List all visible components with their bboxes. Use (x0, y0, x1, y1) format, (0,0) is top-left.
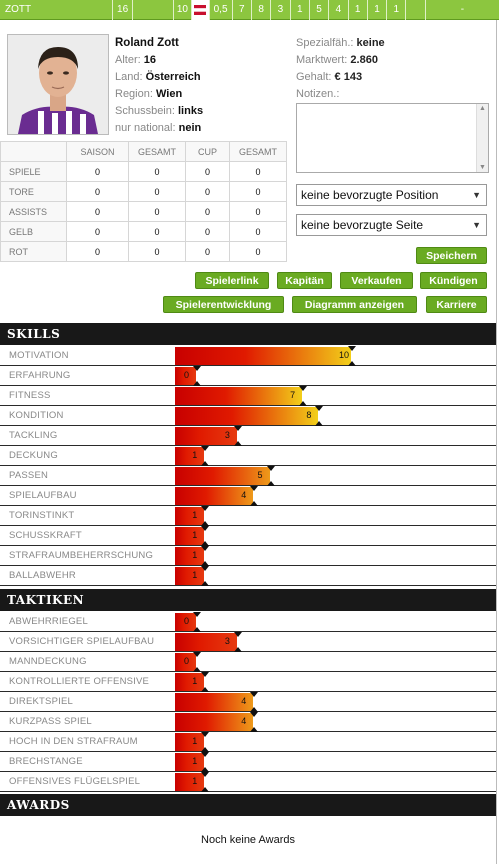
tactic-row (0, 632, 496, 652)
tactic-row (0, 772, 496, 792)
row-label: TACKLING (9, 430, 58, 441)
row-label: VORSICHTIGER SPIELAUFBAU (9, 636, 155, 647)
captain-button[interactable]: Kapitän (277, 272, 332, 289)
skill-row (0, 366, 496, 386)
column-header: CUP (186, 142, 230, 162)
value-label: 3 (224, 636, 230, 646)
side-select-value: keine bevorzugte Seite (301, 218, 424, 232)
value-label: 1 (192, 676, 198, 686)
table-row (1, 162, 287, 182)
bar-end-marker (193, 366, 201, 371)
stats-header-row (1, 142, 287, 162)
save-button[interactable]: Speichern (416, 247, 487, 264)
bar-end-marker (234, 632, 242, 637)
salary-value: € 143 (334, 71, 363, 83)
player-photo (7, 34, 109, 135)
national-value: nein (178, 122, 202, 134)
stats-table (0, 141, 287, 262)
skill-row (0, 566, 496, 586)
value-label: 1 (192, 510, 198, 520)
column-header: GESAMT (129, 142, 186, 162)
strip-cell (406, 0, 425, 20)
row-label: KURZPASS SPIEL (9, 716, 92, 727)
value-bar (175, 673, 204, 691)
bar-end-marker (193, 612, 201, 617)
age-label: Alter: (115, 54, 141, 66)
value-label: 4 (241, 696, 247, 706)
bar-end-marker (250, 712, 258, 717)
strip-cell: 10 (174, 0, 192, 20)
row-header: SPIELE (1, 162, 67, 182)
skill-row (0, 526, 496, 546)
row-header: GELB (1, 222, 67, 242)
notes-textarea[interactable] (296, 103, 489, 173)
bar-end-marker (201, 672, 209, 677)
special-label: Spezialfäh.: (296, 37, 354, 49)
value-bar (175, 733, 204, 751)
row-label: ABWEHRRIEGEL (9, 616, 88, 627)
table-row (1, 222, 287, 242)
row-label: KONTROLLIERTE OFFENSIVE (9, 676, 150, 687)
bar-end-marker (201, 772, 209, 777)
value-bar (175, 547, 204, 565)
table-row (1, 182, 287, 202)
value-label: 0 (184, 656, 190, 666)
row-label: SCHUSSKRAFT (9, 530, 82, 541)
row-label: MOTIVATION (9, 350, 69, 361)
market-label: Marktwert: (296, 54, 348, 66)
strip-cell: 1 (291, 0, 310, 20)
value-label: 7 (290, 390, 296, 400)
strip-cell: 1 (349, 0, 368, 20)
tactic-row (0, 732, 496, 752)
fire-button[interactable]: Kündigen (420, 272, 487, 289)
tactic-row (0, 672, 496, 692)
tactics-header: TAKTIKEN (0, 589, 496, 611)
skill-row (0, 546, 496, 566)
row-label: BALLABWEHR (9, 570, 76, 581)
flag-icon (192, 0, 209, 20)
table-cell: 0 (67, 222, 129, 242)
row-header: ROT (1, 242, 67, 262)
notes-scrollbar[interactable] (476, 104, 488, 172)
tactic-row (0, 612, 496, 632)
awards-empty-text: Noch keine Awards (201, 834, 295, 846)
value-label: 3 (224, 430, 230, 440)
scroll-down-icon[interactable]: ▼ (479, 164, 486, 171)
bar-end-marker (348, 346, 356, 351)
table-cell: 0 (129, 242, 186, 262)
row-header: TORE (1, 182, 67, 202)
chevron-down-icon[interactable]: ▼ (472, 220, 481, 230)
bar-end-marker (250, 692, 258, 697)
value-label: 8 (306, 410, 312, 420)
national-label: nur national: (115, 122, 176, 134)
strip-cell: 8 (252, 0, 271, 20)
bar-end-marker (250, 486, 258, 491)
table-cell: 0 (186, 222, 230, 242)
row-label: SPIELAUFBAU (9, 490, 77, 501)
region-value: Wien (155, 88, 183, 100)
value-bar (175, 347, 351, 365)
awards-header: AWARDS (0, 794, 496, 816)
row-label: TORINSTINKT (9, 510, 75, 521)
value-bar (175, 567, 204, 585)
region-label: Region: (115, 88, 153, 100)
strip-cell: 16 (113, 0, 133, 20)
bar-end-marker (201, 526, 209, 531)
row-header: ASSISTS (1, 202, 67, 222)
skill-row (0, 386, 496, 406)
value-label: 1 (192, 550, 198, 560)
bar-end-marker (267, 466, 275, 471)
tactic-row (0, 652, 496, 672)
bar-end-marker (201, 581, 209, 586)
sell-button[interactable]: Verkaufen (340, 272, 413, 289)
strip-cell: 4 (329, 0, 348, 20)
development-button[interactable]: Spielerentwicklung (163, 296, 284, 313)
special-value: keine (356, 37, 385, 49)
skill-row (0, 486, 496, 506)
value-label: 4 (241, 716, 247, 726)
table-cell: 0 (186, 162, 230, 182)
foot-label: Schussbein: (115, 105, 175, 117)
value-bar (175, 527, 204, 545)
position-select-value: keine bevorzugte Position (301, 188, 439, 202)
position-select[interactable] (296, 184, 487, 206)
value-bar (175, 387, 302, 405)
market-value: 2.860 (350, 54, 378, 66)
tactic-row (0, 692, 496, 712)
diagram-button[interactable]: Diagramm anzeigen (292, 296, 417, 313)
table-cell: 0 (129, 162, 186, 182)
age-value: 16 (143, 54, 156, 66)
table-cell: 0 (67, 182, 129, 202)
bar-end-marker (201, 546, 209, 551)
chevron-down-icon[interactable]: ▼ (472, 190, 481, 200)
table-cell: 0 (230, 242, 287, 262)
skill-row (0, 406, 496, 426)
value-label: 1 (192, 736, 198, 746)
column-header: SAISON (67, 142, 129, 162)
strip-player-name[interactable]: ZOTT (0, 0, 113, 20)
value-label: 5 (257, 470, 263, 480)
salary-label: Gehalt: (296, 71, 332, 83)
bar-end-marker (234, 426, 242, 431)
value-bar (175, 447, 204, 465)
value-bar (175, 507, 204, 525)
table-cell: 0 (129, 222, 186, 242)
table-cell: 0 (67, 242, 129, 262)
table-cell: 0 (186, 182, 230, 202)
row-label: MANNDECKUNG (9, 656, 87, 667)
value-bar (175, 773, 204, 791)
table-cell: 0 (230, 202, 287, 222)
bar-end-marker (315, 406, 323, 411)
value-label: 0 (184, 616, 190, 626)
bar-end-marker (193, 652, 201, 657)
player-summary-strip (0, 0, 499, 20)
player-finance-info (296, 35, 385, 103)
strip-cell: - (460, 4, 465, 15)
table-cell: 0 (67, 162, 129, 182)
value-label: 10 (339, 350, 350, 360)
stats-corner (1, 142, 67, 162)
bar-end-marker (201, 787, 209, 792)
country-label: Land: (115, 71, 143, 83)
value-label: 1 (192, 776, 198, 786)
strip-cell: 1 (368, 0, 387, 20)
table-cell: 0 (186, 202, 230, 222)
strip-cell: 1 (387, 0, 406, 20)
bar-end-marker (201, 732, 209, 737)
playerlink-button[interactable]: Spielerlink (195, 272, 269, 289)
value-label: 1 (192, 570, 198, 580)
scroll-up-icon[interactable]: ▲ (479, 105, 486, 112)
table-cell: 0 (230, 222, 287, 242)
value-label: 1 (192, 450, 198, 460)
bar-end-marker (201, 566, 209, 571)
strip-cell (133, 0, 174, 20)
skill-row (0, 426, 496, 446)
value-label: 1 (192, 756, 198, 766)
player-info (115, 35, 203, 137)
column-header: GESAMT (230, 142, 287, 162)
bar-end-marker (201, 446, 209, 451)
value-label: 1 (192, 530, 198, 540)
row-label: PASSEN (9, 470, 49, 481)
value-label: 0 (184, 370, 190, 380)
row-label: FITNESS (9, 390, 51, 401)
skills-header: SKILLS (0, 323, 496, 345)
tactic-row (0, 712, 496, 732)
bar-end-marker (299, 386, 307, 391)
foot-value: links (178, 105, 204, 117)
table-cell: 0 (230, 182, 287, 202)
row-label: STRAFRAUMBEHERRSCHUNG (9, 550, 154, 561)
table-row (1, 202, 287, 222)
table-cell: 0 (67, 202, 129, 222)
skill-row (0, 346, 496, 366)
row-label: ERFAHRUNG (9, 370, 71, 381)
row-label: OFFENSIVES FLÜGELSPIEL (9, 776, 141, 787)
strip-cell: 5 (310, 0, 329, 20)
strip-cell: 0,5 (210, 0, 233, 20)
value-bar (175, 467, 270, 485)
notes-label: Notizen.: (296, 88, 340, 100)
value-bar (175, 753, 204, 771)
table-row (1, 242, 287, 262)
bar-end-marker (201, 506, 209, 511)
career-button[interactable]: Karriere (426, 296, 487, 313)
value-label: 4 (241, 490, 247, 500)
row-label: BRECHSTANGE (9, 756, 83, 767)
country-value: Österreich (145, 71, 201, 83)
tactic-row (0, 752, 496, 772)
skill-row (0, 466, 496, 486)
row-label: DIREKTSPIEL (9, 696, 73, 707)
row-label: DECKUNG (9, 450, 58, 461)
skill-row (0, 506, 496, 526)
bar-end-marker (201, 752, 209, 757)
table-cell: 0 (186, 242, 230, 262)
row-label: KONDITION (9, 410, 64, 421)
skill-row (0, 446, 496, 466)
player-name: Roland Zott (115, 37, 179, 49)
strip-cell: 3 (271, 0, 290, 20)
table-cell: 0 (129, 202, 186, 222)
value-bar (175, 407, 318, 425)
table-cell: 0 (230, 162, 287, 182)
strip-cell: 7 (233, 0, 252, 20)
table-cell: 0 (129, 182, 186, 202)
side-select[interactable] (296, 214, 487, 236)
row-label: HOCH IN DEN STRAFRAUM (9, 736, 138, 747)
